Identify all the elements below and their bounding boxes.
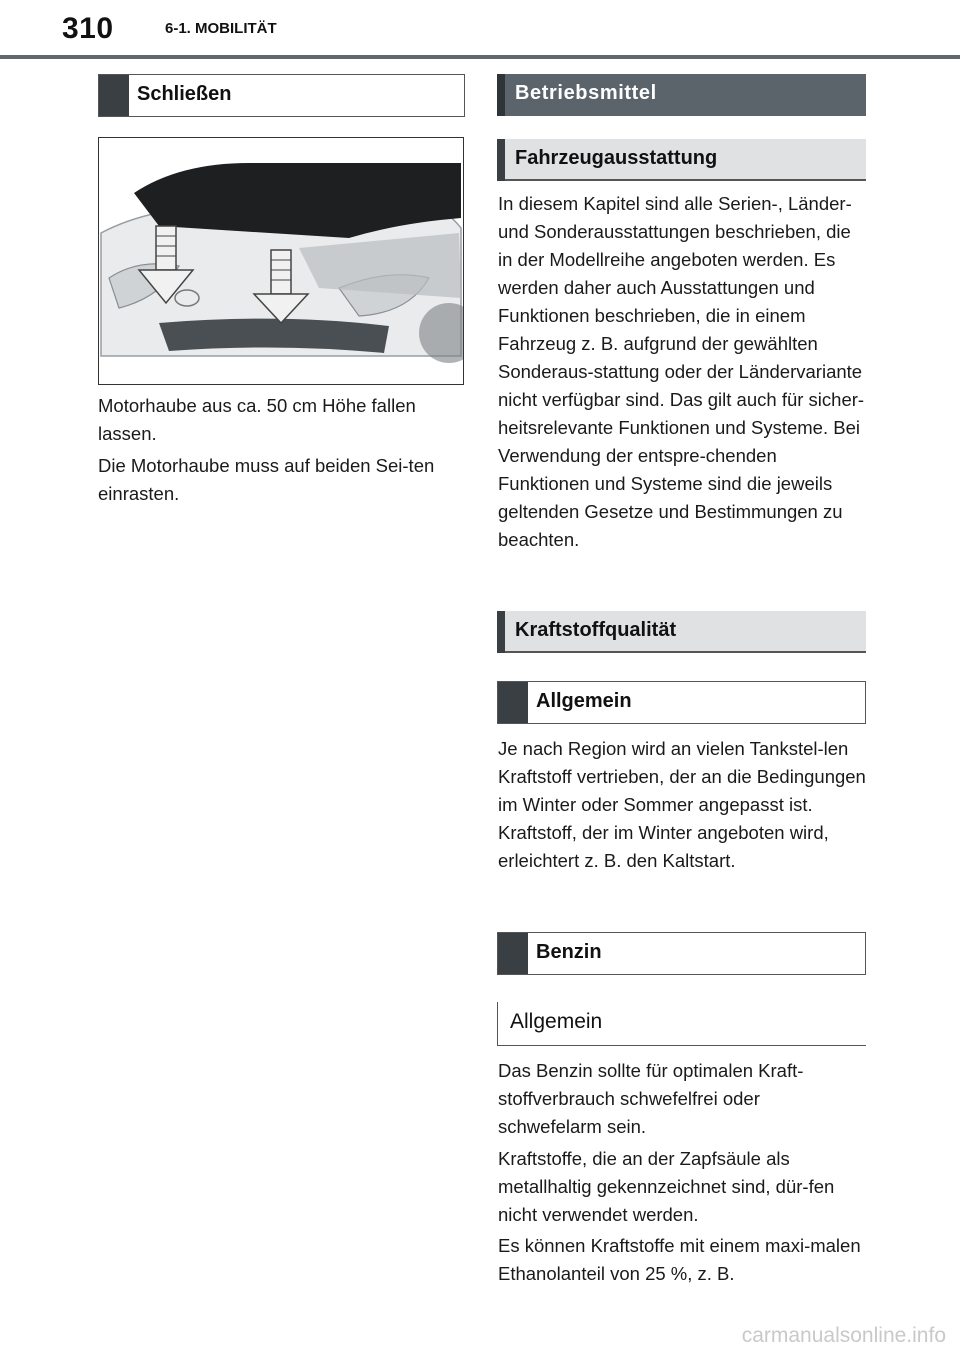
paragraph-kraftstoff-region: Je nach Region wird an vielen Tankstel-len Kraftstoff vertrieben, der an die Bedingungen im Winter oder Sommer angepasst ist. Kraftstoff, der im Winter angeboten wird, erleichtert z. B. den Kaltstart. bbox=[498, 738, 866, 871]
heading-bar bbox=[497, 74, 505, 116]
heading-text: Allgemein bbox=[510, 1010, 603, 1033]
heading-bar bbox=[497, 139, 505, 181]
paragraph-fahrzeugausstattung: In diesem Kapitel sind alle Serien-, Länder- und Sonderausstattungen beschrieben, die in der Modellreihe angeboten werden. Es werden daher auch Ausstattungen und Funktionen beschrieben, die in einem Fahrzeug z. B. aufgrund der gewählten Sonderaus-stattung oder der Ländervariante nicht verfügbar sind. Das gilt auch für sicher-heitsrelevante Funktionen und Systeme. Bei Verwendung der entspre-chenden Funktionen und Systeme sind die jeweils geltenden Gesetze und Bestimmungen zu beachten. bbox=[498, 193, 865, 550]
page-header bbox=[0, 0, 960, 58]
heading-benzin bbox=[497, 932, 866, 975]
heading-text: Allgemein bbox=[536, 690, 632, 712]
heading-text: Kraftstoffqualität bbox=[515, 619, 677, 641]
paragraph-hood-latch: Die Motorhaube muss auf beiden Sei-ten einrasten. bbox=[98, 455, 435, 504]
paragraph-benzin-metall: Kraftstoffe, die an der Zapfsäule als metallhaltig gekennzeichnet sind, dür-fen nicht verwendet werden. bbox=[498, 1148, 835, 1225]
header-rule bbox=[0, 55, 960, 59]
paragraph-benzin-ethanol: Es können Kraftstoffe mit einem maxi-malen Ethanolanteil von 25 %, z. B. bbox=[498, 1235, 861, 1284]
heading-text: Benzin bbox=[536, 941, 602, 963]
car-hood-illustration bbox=[99, 138, 464, 385]
heading-schliessen bbox=[98, 74, 465, 117]
heading-bar bbox=[497, 611, 505, 653]
paragraph-hood-drop: Motorhaube aus ca. 50 cm Höhe fallen lassen. bbox=[98, 395, 416, 444]
hood-closing-figure bbox=[98, 137, 464, 385]
heading-fahrzeugausstattung bbox=[497, 139, 866, 181]
heading-text: Betriebsmittel bbox=[515, 82, 657, 104]
watermark: carmanualsonline.info bbox=[741, 1324, 946, 1347]
heading-text: Schließen bbox=[137, 83, 232, 105]
chapter-title: 6-1. MOBILITÄT bbox=[165, 20, 277, 37]
heading-kraftstoffqualitaet bbox=[497, 611, 866, 653]
paragraph-benzin-schwefel: Das Benzin sollte für optimalen Kraft-stoffverbrauch schwefelfrei oder schwefelarm sein. bbox=[498, 1060, 804, 1137]
page-number: 310 bbox=[62, 12, 114, 45]
heading-betriebsmittel bbox=[497, 74, 866, 116]
heading-bar bbox=[99, 75, 129, 116]
heading-bar bbox=[498, 933, 528, 974]
heading-allgemein-benzin bbox=[497, 1002, 866, 1046]
heading-text: Fahrzeugausstattung bbox=[515, 147, 718, 169]
heading-allgemein bbox=[497, 681, 866, 724]
heading-bar bbox=[498, 682, 528, 723]
